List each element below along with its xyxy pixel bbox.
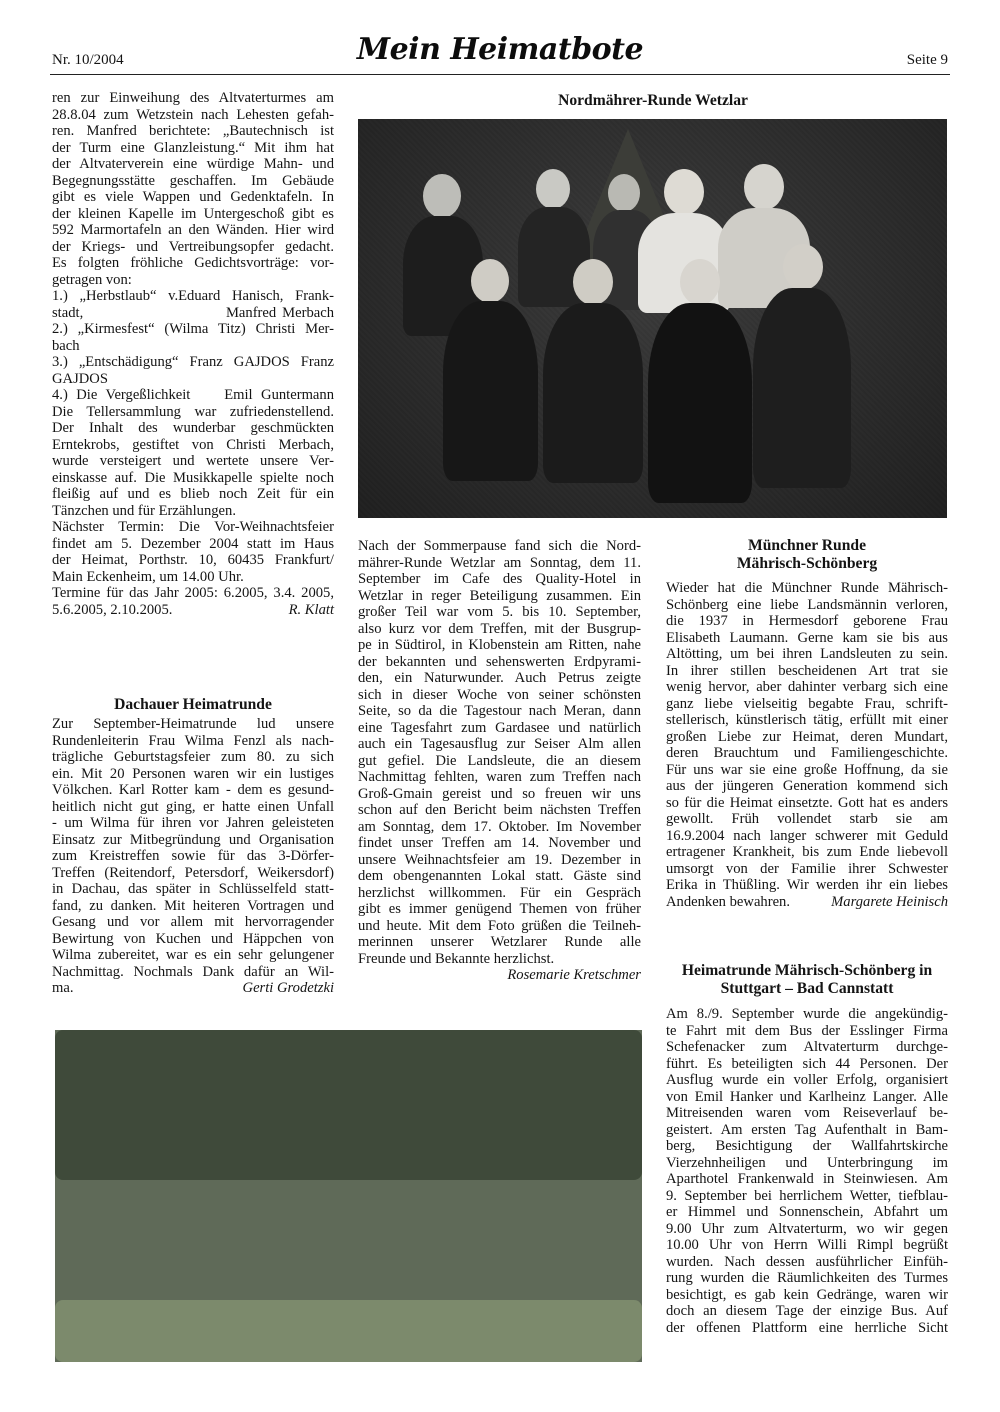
text-line: stellerisch, künstlerisch tätig, erfüllt mit einer xyxy=(666,712,948,728)
text-line: gibt es viele Wappen und Gedenktafeln. In xyxy=(52,189,334,205)
page-number: Seite 9 xyxy=(906,52,948,68)
text-line: schon auf den Bericht beim nächsten Treffen xyxy=(358,802,641,818)
text-line: 3.) „Entschädigung“ Franz GAJDOS Franz xyxy=(52,354,334,370)
text-line: so für die Heimat einsetzte. Gott hat es anders xyxy=(666,794,948,811)
text-line: den, ein Naturwunder. Auch Petrus zeigte xyxy=(358,670,641,686)
text-line: Seite, so da die Tagestour nach Meran, dann xyxy=(358,703,641,719)
text-line: fand, zu danken. Mit heiteren Vortragen und xyxy=(52,897,334,914)
text-line: findet am 5. Dezember 2004 statt im Haus xyxy=(52,535,334,552)
text-line: Nachmittag fehlten, waren zum Treffen nach xyxy=(358,769,641,785)
text-line: Nachmittag. Nochmals Dank dafür an Wil- xyxy=(52,963,334,980)
text-line: aus der jüngeren Generation kommend sich xyxy=(666,778,948,794)
text-line: ganz liebe vielseitig begabte Frau, schrift- xyxy=(666,695,948,712)
text-line: auch ein Tagesausflug zur Seiser Alm allen xyxy=(358,736,641,752)
article-altvater-continued xyxy=(52,90,334,618)
text-line: Begegnungsstätte geschaffen. Im Gebäude xyxy=(52,172,334,189)
text-line: besichtigt, es gab kein Gedränge, waren wir xyxy=(666,1286,948,1303)
text-line: Zur September-Heimatrunde lud unsere xyxy=(52,716,334,732)
issue-number: Nr. 10/2004 xyxy=(52,52,124,68)
text-line: großer Teil war vom 5. bis 10. September, xyxy=(358,604,641,620)
text-line: Völkchen. Karl Rotter kam - dem es gesund- xyxy=(52,782,334,798)
text-line: sich in dieser Woche von seiner schönsten xyxy=(358,686,641,703)
text-line: Am 8./9. September wurde die angekündig- xyxy=(666,1006,948,1022)
text-line: 1.) „Herbstlaub“ v.Eduard Hanisch, Frank- xyxy=(52,288,334,304)
text-line: bach xyxy=(52,337,80,354)
text-line: Für uns war sie eine große Hoffnung, da sie xyxy=(666,761,948,778)
signature-grodetzki: Gerti Grodetzki xyxy=(242,980,334,996)
text-line: Nächster Termin: Die Vor-Weihnachtsfeier xyxy=(52,519,334,535)
text-line: Der Inhalt des wunderbar geschmückten xyxy=(52,420,334,436)
text-line: Schönberg eine liebe Landsmännin verloren, xyxy=(666,596,948,613)
text-line: und heute. Mit dem Foto grüßen die Teilneh- xyxy=(358,917,641,934)
header-rule xyxy=(50,74,950,75)
text-line: fleißig auf und es blieb noch Zeit für ein xyxy=(52,486,334,502)
text-line: die 1937 in Hermesdorf geborene Frau xyxy=(666,613,948,629)
text-line: ein. Mit 20 Personen waren wir ein lustiges xyxy=(52,765,334,782)
text-line: geistert. Am ersten Tag Aufenthalt in Bam- xyxy=(666,1121,948,1138)
signature-klatt: R. Klatt xyxy=(288,601,334,618)
text-line: Gesang und vor allem mit hervorragender xyxy=(52,914,334,930)
text-line: merinnen unserer Wetzlarer Runde alle xyxy=(358,934,641,950)
text-line: herzlichst willkommen. Für ein Gespräch xyxy=(358,884,641,901)
text-line: mährer-Runde Wetzlar am Sonntag, dem 11. xyxy=(358,554,641,571)
text-line: Tänzchen und für Erzählungen. xyxy=(52,502,236,519)
photo-group-garden xyxy=(55,1030,642,1362)
text-line: Groß-Gmain gereist und so freuen wir uns xyxy=(358,785,641,802)
text-line: 9. September bei herrlichem Wetter, tiefblau- xyxy=(666,1187,948,1204)
text-line: gibt es immer genügend Themen von früher xyxy=(358,901,641,917)
text-line: der kleinen Kapelle im Untergeschoß gibt es xyxy=(52,205,334,222)
text-line: führt. Es beteiligten sich 44 Personen. Der xyxy=(666,1055,948,1072)
text-fragment: Andenken bewahren. xyxy=(666,893,790,910)
heading-stuttgart xyxy=(666,962,948,998)
text-line: Termine für das Jahr 2005: 6.2005, 3.4. 2005, xyxy=(52,585,334,601)
text-line: Nach der Sommerpause fand sich die Nord- xyxy=(358,538,641,554)
text-line: Treffen (Reitendorf, Petersdorf, Weikersdorf) xyxy=(52,864,334,881)
text-line: einskasse auf. Die Musikkapelle spielte noch xyxy=(52,469,334,486)
text-line: In ihrer stillen bescheidenen Art trat sie xyxy=(666,662,948,679)
text-line: 16.9.2004 nach langer schwerer mit Geduld xyxy=(666,827,948,844)
lawn xyxy=(55,1300,642,1362)
text-line: Wetzlar in reger Beteiligung zusammen. Ein xyxy=(358,587,641,604)
text-line xyxy=(666,894,948,911)
text-line: berg, Besichtigung der Wallfahrtskirche xyxy=(666,1138,948,1154)
text-fragment: 5.6.2005, 2.10.2005. xyxy=(52,601,173,618)
text-line: Wieder hat die Münchner Runde Mährisch- xyxy=(666,580,948,596)
text-line: Rundenleiterin Frau Wilma Fenzl als nach- xyxy=(52,732,334,749)
text-line: am Sonntag, dem 17. Oktober. Im November xyxy=(358,818,641,835)
text-line: Wilma zubereitet, war es ein sehr gelungener xyxy=(52,947,334,963)
text-line: te Fahrt mit dem Bus der Esslinger Firma xyxy=(666,1022,948,1039)
article-muenchen xyxy=(666,580,948,910)
text-line: getragen von: xyxy=(52,271,132,288)
text-line: gewollt. Früh vollendet starb sie am xyxy=(666,811,948,827)
photo-wetzlar-group xyxy=(358,119,947,518)
text-line: Freunde und Bekannte herzlichst. xyxy=(358,950,555,967)
text-line: ren. Manfred berichtete: „Bautechnisch ist xyxy=(52,123,334,139)
text-line: der bekannten und sehenswerten Erdpyrami- xyxy=(358,653,641,670)
text-line: ren zur Einweihung des Altvaterturmes am xyxy=(52,90,334,106)
text-line: der Turm eine Glanzleistung.“ Mit ihm hat xyxy=(52,139,334,156)
text-line: 592 Marmortafeln an den Wänden. Hier wird xyxy=(52,222,334,238)
text-line: ertragener Krankheit, bis zum Ende liebevoll xyxy=(666,844,948,860)
text-line: Elisabeth Laumann. Gerne kam sie bis aus xyxy=(666,629,948,646)
text-line: der Kriegs- und Vertreibungsopfer gedacht. xyxy=(52,238,334,255)
signature-kretschmer: Rosemarie Kretschmer xyxy=(507,967,641,983)
text-line: in Dachau, das später in Schlüsselfeld statt- xyxy=(52,881,334,897)
text-line: der Altvaterverein eine würdige Mahn- und xyxy=(52,156,334,172)
text-line: zum Kreistreffen sowie für das 3-Dörfer- xyxy=(52,848,334,864)
text-line: also kurz vor dem Treffen, mit der Busgrup- xyxy=(358,620,641,637)
text-line: Main Eckenheim, um 14.00 Uhr. xyxy=(52,568,244,585)
text-line: großen Liebe zur Heimat, deren Mundart, xyxy=(666,728,948,745)
text-line: findet unser Treffen am 14. November und xyxy=(358,835,641,851)
heading-stuttgart-line1: Heimatrunde Mährisch-Schönberg in xyxy=(681,962,933,979)
article-dachau xyxy=(52,716,334,997)
text-line: umsorgt von der Familie ihrer Schwester xyxy=(666,860,948,877)
text-line xyxy=(52,980,334,997)
text-line: der offenen Plattform eine herrliche Sicht xyxy=(666,1319,948,1336)
text-line: Erika in Thüßling. Wir werden ihr ein liebes xyxy=(666,877,948,893)
text-line: wurden. Nach dessen ausführlicher Einfüh- xyxy=(666,1253,948,1270)
text-line: Einsatz zur Mitbegründung und Organisation xyxy=(52,831,334,848)
text-line: stadt, Manfred Merbach xyxy=(52,304,334,321)
text-line: dem obengenannten Lokal statt. Gäste sind xyxy=(358,868,641,884)
heading-stuttgart-line2: Stuttgart – Bad Cannstatt xyxy=(720,980,894,997)
text-line: er Himmel und Sonnenschein, Abfahrt um xyxy=(666,1204,948,1220)
text-line: gut gefiel. Die Landsleute, die an diesem xyxy=(358,752,641,769)
text-line: von Emil Hanker und Karlheinz Langer. Alle xyxy=(666,1088,948,1105)
text-line: Altötting, um bei ihren Landsleuten zu sein. xyxy=(666,646,948,662)
heading-muenchen-line2: Mährisch-Schönberg xyxy=(736,555,878,572)
text-line: doch an diesem Tage der einzige Bus. Auf xyxy=(666,1303,948,1319)
text-line: trägliche Geburtstagsfeier zum 80. zu sich xyxy=(52,749,334,765)
article-wetzlar xyxy=(358,538,641,984)
text-line: GAJDOS xyxy=(52,370,108,387)
text-line: wurde versteigert und wertete unsere Ver- xyxy=(52,453,334,469)
text-line: September im Cafe des Quality-Hotel in xyxy=(358,571,641,587)
text-line xyxy=(52,602,334,619)
text-fragment: ma. xyxy=(52,980,74,996)
heading-muenchen-line1: Münchner Runde xyxy=(748,537,866,554)
text-line: unsere Weihnachtsfeier am 19. Dezember in xyxy=(358,851,641,868)
heading-wetzlar: Nordmährer-Runde Wetzlar xyxy=(558,92,748,109)
text-line: pe in Südtirol, in Klobenstein am Ritten, nahe xyxy=(358,637,641,653)
text-line: 9.00 Uhr zum Altvaterturm, wo wir gegen xyxy=(666,1220,948,1237)
text-line: Erntekrobs, gestiftet von Christi Merbach, xyxy=(52,436,334,453)
text-line: - um Wilma für ihren vor Jahren geleisteten xyxy=(52,815,334,831)
hedge-background xyxy=(55,1030,642,1180)
text-line: deren Brauchtum und Familiengeschichte. xyxy=(666,745,948,761)
text-line: wenig hervor, aber dahinter verbarg sich eine xyxy=(666,679,948,695)
text-line: Mitreisenden waren vom Reiseverlauf be- xyxy=(666,1105,948,1121)
text-line: 2.) „Kirmesfest“ (Wilma Titz) Christi Mer- xyxy=(52,321,334,337)
text-line: heitlich nicht gut ging, er hatte einen Unfall xyxy=(52,798,334,815)
text-line: Ausflug wurde ein voller Erfolg, organisiert xyxy=(666,1072,948,1088)
signature-heinisch: Margarete Heinisch xyxy=(831,893,948,910)
text-line: 4.) Die Vergeßlichkeit Emil Guntermann xyxy=(52,387,334,403)
text-line: Es folgten fröhliche Gedichtsvorträge: vor- xyxy=(52,255,334,271)
article-stuttgart xyxy=(666,1006,948,1336)
text-line: Schefenacker zum Altvaterturm durchge- xyxy=(666,1039,948,1055)
text-line: 10.00 Uhr von Herrn Willi Rimpl begrüßt xyxy=(666,1237,948,1253)
text-line: rung wurden die Räumlichkeiten des Turmes xyxy=(666,1270,948,1286)
text-line: Die Tellersammlung war zufriedenstellend. xyxy=(52,403,334,420)
text-line: Bewirtung von Kuchen und Häppchen von xyxy=(52,930,334,947)
masthead-logo: Mein Heimatbote xyxy=(356,32,644,67)
heading-muenchen xyxy=(666,537,948,573)
text-line: der Heimat, Porthstr. 10, 60435 Frankfurt/ xyxy=(52,552,334,568)
text-line: eine Tagesfahrt zum Gardasee und natürlich xyxy=(358,719,641,736)
text-line: 28.8.04 zum Wetzstein nach Lehesten gefah- xyxy=(52,106,334,123)
heading-dachau: Dachauer Heimatrunde xyxy=(114,696,272,713)
text-line: Aparthotel Frankenwald in Steinwiesen. Am xyxy=(666,1171,948,1187)
text-line: Vierzehnheiligen und Unterbringung im xyxy=(666,1154,948,1171)
